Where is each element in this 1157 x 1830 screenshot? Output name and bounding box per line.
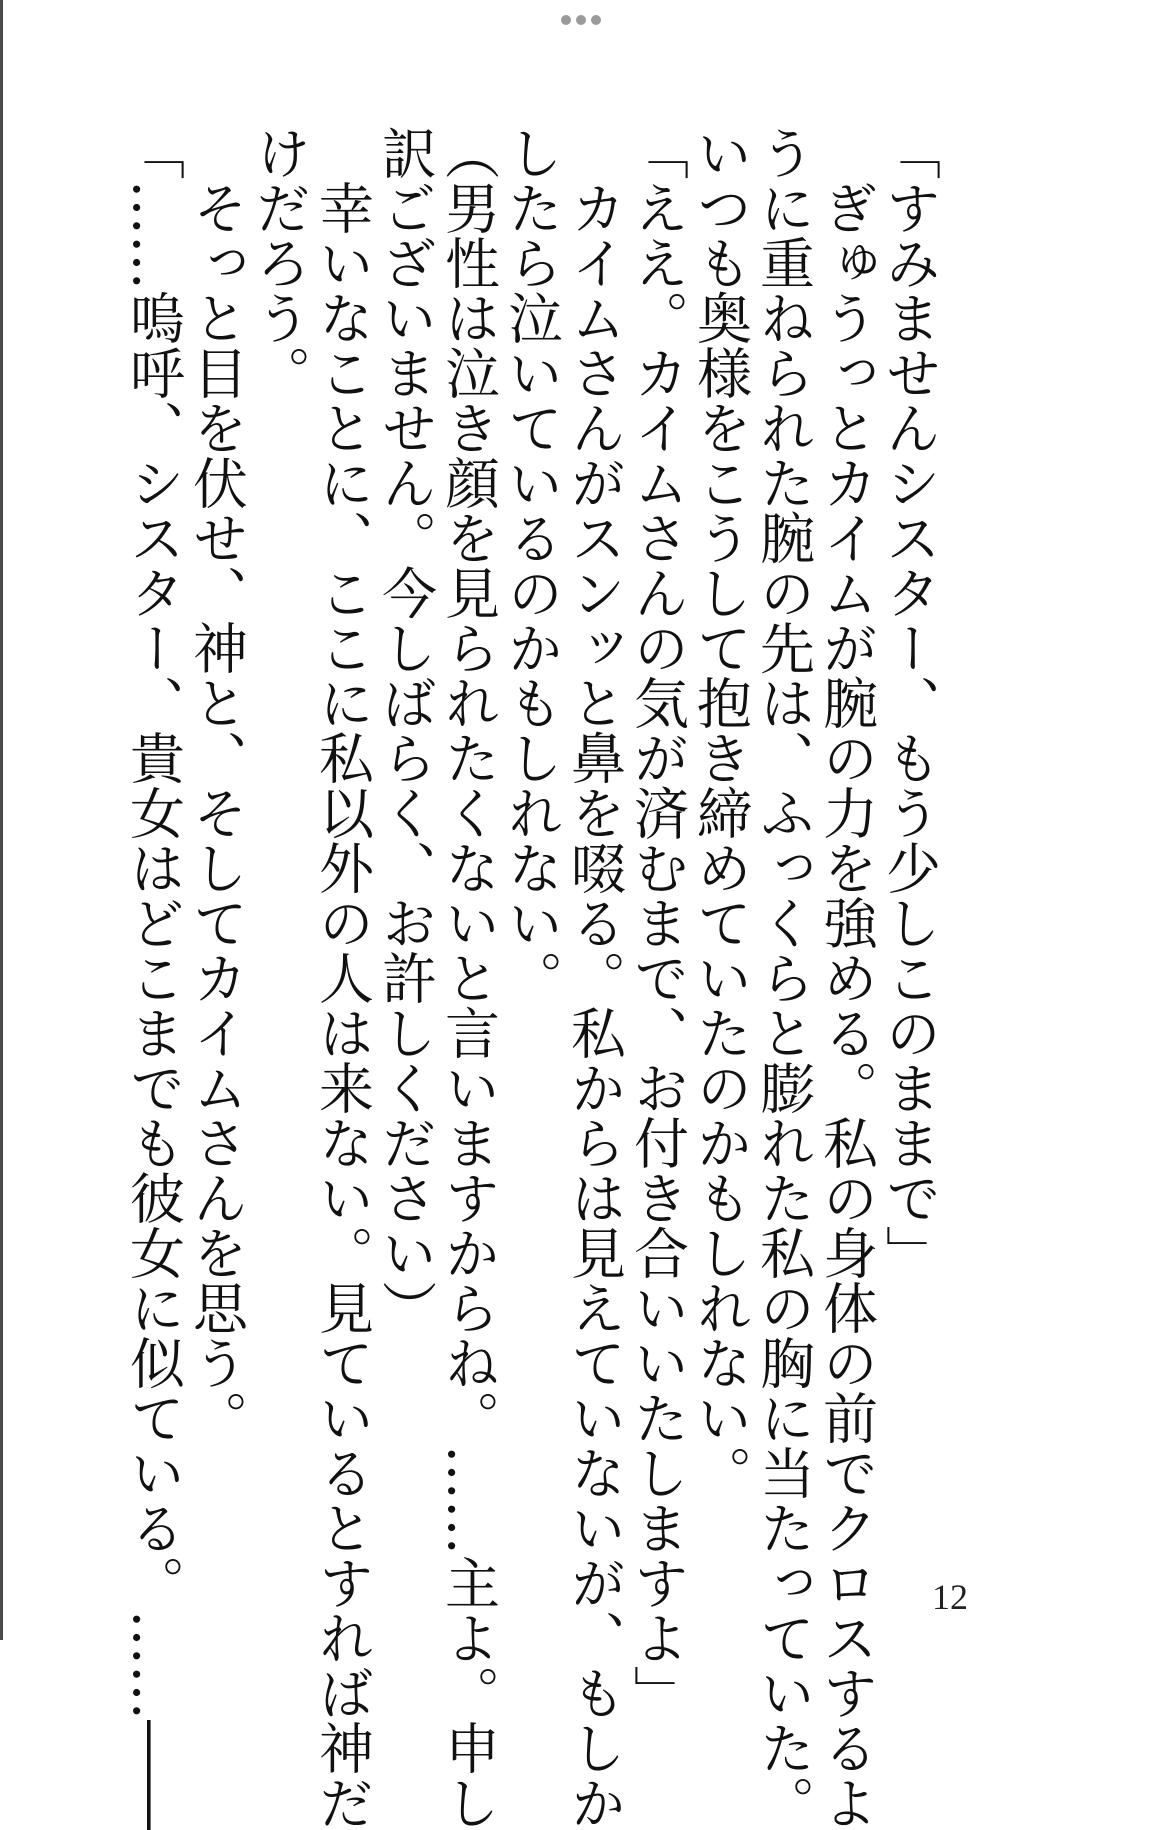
page-edge [0,0,3,1640]
text-line: （男性は泣き顔を見られたくないと言いますからね。……主よ。申し [436,125,500,1830]
body-text [121,125,941,1830]
text-line: ぎゅうっとカイムが腕の力を強める。私の身体の前でクロスするよ [814,125,878,1830]
text-line: うに重ねられた腕の先は、ふっくらと膨れた私の胸に当たっていた。 [751,125,815,1830]
text-line: 「すみませんシスター、もう少しこのままで」 [877,125,941,1280]
text-line: けだろう。 [247,125,311,400]
text-line: 訳ございません。今しばらく、お許しください） [373,125,437,1335]
text-line: いつも奥様をこうして抱き締めていたのかもしれない。 [688,125,752,1500]
dot [576,15,586,25]
text-line: 「……嗚呼、シスター、貴女はどこまでも彼女に似ている。……―― [121,125,185,1830]
dot [591,15,601,25]
text-line: そっと目を伏せ、神と、そしてカイムさんを思う。 [184,125,248,1445]
text-line: カイムさんがスンッと鼻を啜る。私からは見えていないが、もしか [562,125,626,1830]
more-dots-icon[interactable] [561,15,601,25]
text-line: したら泣いているのかもしれない。 [499,125,563,1005]
text-line: 幸いなことに、ここに私以外の人は来ない。見ているとすれば神だ [310,125,374,1830]
text-line: 「ええ。カイムさんの気が済むまで、お付き合いいたしますよ」 [625,125,689,1720]
dot [561,15,571,25]
page-number: 12 [932,1577,968,1617]
